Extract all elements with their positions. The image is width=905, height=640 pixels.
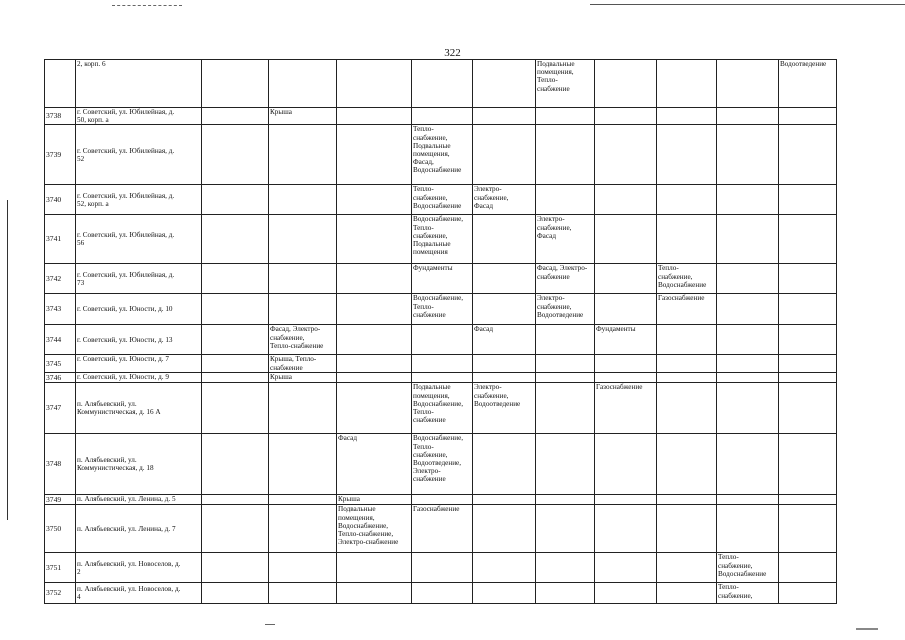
work-type-cell (412, 373, 473, 383)
work-type-cell (473, 294, 536, 325)
work-type-cell (202, 583, 269, 604)
work-type-cell (337, 215, 412, 264)
row-number: 3742 (45, 264, 76, 294)
work-type-cell (202, 383, 269, 434)
work-type-cell (779, 294, 837, 325)
work-type-cell (202, 325, 269, 355)
work-type-cell (412, 553, 473, 583)
table-row (45, 355, 837, 373)
work-type-cell (657, 325, 717, 355)
work-type-cell (717, 325, 779, 355)
work-type-cell (779, 108, 837, 125)
work-type-cell (657, 583, 717, 604)
row-number: 3741 (45, 215, 76, 264)
work-type-cell (536, 505, 595, 553)
work-type-cell (779, 553, 837, 583)
work-type-cell (337, 294, 412, 325)
row-number: 3744 (45, 325, 76, 355)
work-type-cell (269, 583, 337, 604)
work-type-cell (202, 495, 269, 505)
work-type-cell (337, 325, 412, 355)
work-type-cell: Тепло- снабжение, Водоснабжение (717, 553, 779, 583)
row-number: 3743 (45, 294, 76, 325)
table-row (45, 373, 837, 383)
work-type-cell (473, 215, 536, 264)
work-type-cell (269, 185, 337, 215)
work-type-cell: Тепло- снабжение, Водоснабжение (412, 185, 473, 215)
work-type-cell (536, 373, 595, 383)
work-type-cell (717, 294, 779, 325)
work-type-cell: Крыша (269, 108, 337, 125)
work-type-cell (779, 264, 837, 294)
row-number: 3739 (45, 125, 76, 185)
work-type-cell (779, 505, 837, 553)
address-cell: г. Советский, ул. Юности, д. 13 (76, 325, 202, 355)
work-type-cell (269, 125, 337, 185)
row-number: 3745 (45, 355, 76, 373)
work-type-cell (473, 373, 536, 383)
work-type-cell (717, 505, 779, 553)
address-cell: г. Советский, ул. Юбилейная, д. 56 (76, 215, 202, 264)
work-type-cell (657, 373, 717, 383)
address-cell: п. Алябьевский, ул. Коммунистическая, д. 16 А (76, 383, 202, 434)
page-number: 322 (444, 47, 461, 59)
table-row (45, 264, 837, 294)
work-type-cell: Газоснабжение (412, 505, 473, 553)
address-cell: п. Алябьевский, ул. Коммунистическая, д. 18 (76, 434, 202, 495)
work-type-cell (473, 495, 536, 505)
work-type-cell (412, 583, 473, 604)
work-type-cell (536, 553, 595, 583)
work-type-cell: Водоснабжение, Тепло- снабжение, Подвальные помещения (412, 215, 473, 264)
work-type-cell (657, 125, 717, 185)
work-type-cell (202, 108, 269, 125)
work-type-cell (269, 434, 337, 495)
work-type-cell (717, 60, 779, 108)
table-row (45, 325, 837, 355)
work-type-cell (473, 264, 536, 294)
work-type-cell (337, 373, 412, 383)
work-type-cell: Тепло- снабжение, Подвальные помещения, Фасад, Водоснабжение (412, 125, 473, 185)
work-type-cell (595, 294, 657, 325)
work-type-cell (473, 60, 536, 108)
work-type-cell (337, 383, 412, 434)
work-type-cell (595, 355, 657, 373)
work-type-cell: Подвальные помещения, Водоснабжение, Тепло- снабжение (412, 383, 473, 434)
work-type-cell (595, 264, 657, 294)
work-type-cell: Фундаменты (412, 264, 473, 294)
work-type-cell (202, 125, 269, 185)
work-type-cell (595, 373, 657, 383)
work-type-cell (779, 373, 837, 383)
work-type-cell (269, 553, 337, 583)
work-type-cell (779, 325, 837, 355)
work-type-cell (779, 495, 837, 505)
table-row (45, 505, 837, 553)
repair-schedule-table (44, 59, 837, 604)
work-type-cell (657, 495, 717, 505)
work-type-cell (269, 495, 337, 505)
work-type-cell (657, 355, 717, 373)
work-type-cell (717, 108, 779, 125)
work-type-cell (595, 553, 657, 583)
work-type-cell (536, 583, 595, 604)
work-type-cell (536, 434, 595, 495)
work-type-cell: Подвальные помещения, Тепло- снабжение (536, 60, 595, 108)
scan-artifact-corner-mark (856, 628, 878, 630)
work-type-cell (536, 185, 595, 215)
row-number: 3748 (45, 434, 76, 495)
work-type-cell (657, 505, 717, 553)
work-type-cell: Тепло- снабжение, Водоснабжение (657, 264, 717, 294)
work-type-cell (473, 583, 536, 604)
work-type-cell (337, 553, 412, 583)
scan-artifact-left-mark (7, 200, 8, 520)
work-type-cell: Электро- снабжение, Фасад (473, 185, 536, 215)
work-type-cell (269, 505, 337, 553)
work-type-cell (536, 495, 595, 505)
work-type-cell: Газоснабжение (595, 383, 657, 434)
work-type-cell (337, 108, 412, 125)
row-number: 3747 (45, 383, 76, 434)
work-type-cell (779, 355, 837, 373)
work-type-cell (202, 185, 269, 215)
address-cell: г. Советский, ул. Юбилейная, д. 50, корп. а (76, 108, 202, 125)
work-type-cell (269, 294, 337, 325)
work-type-cell (717, 264, 779, 294)
work-type-cell (473, 434, 536, 495)
work-type-cell (536, 383, 595, 434)
work-type-cell (657, 185, 717, 215)
work-type-cell: Водоснабжение, Тепло- снабжение (412, 294, 473, 325)
work-type-cell: Крыша (337, 495, 412, 505)
work-type-cell (717, 185, 779, 215)
work-type-cell (412, 495, 473, 505)
work-type-cell (779, 583, 837, 604)
work-type-cell (657, 553, 717, 583)
row-number: 3749 (45, 495, 76, 505)
work-type-cell (412, 108, 473, 125)
table-row (45, 125, 837, 185)
table-row (45, 60, 837, 108)
work-type-cell (473, 553, 536, 583)
work-type-cell (717, 373, 779, 383)
work-type-cell (202, 294, 269, 325)
work-type-cell (717, 355, 779, 373)
work-type-cell (657, 108, 717, 125)
scan-artifact-top-dash (112, 5, 182, 7)
address-cell: 2, корп. 6 (76, 60, 202, 108)
work-type-cell (717, 215, 779, 264)
work-type-cell: Газоснабжение (657, 294, 717, 325)
work-type-cell (779, 185, 837, 215)
work-type-cell (595, 108, 657, 125)
work-type-cell (202, 553, 269, 583)
table-row (45, 383, 837, 434)
address-cell: п. Алябьевский, ул. Новоселов, д. 2 (76, 553, 202, 583)
work-type-cell (779, 125, 837, 185)
work-type-cell: Фасад, Электро- снабжение (536, 264, 595, 294)
work-type-cell (779, 383, 837, 434)
address-cell: г. Советский, ул. Юбилейная, д. 73 (76, 264, 202, 294)
work-type-cell: Водоотведение (779, 60, 837, 108)
scan-artifact-top-rule (590, 4, 905, 5)
work-type-cell: Фасад (473, 325, 536, 355)
work-type-cell (337, 60, 412, 108)
work-type-cell (595, 495, 657, 505)
work-type-cell (412, 325, 473, 355)
work-type-cell: Крыша (269, 373, 337, 383)
work-type-cell: Электро- снабжение, Водоотведение (536, 294, 595, 325)
row-number (45, 60, 76, 108)
work-type-cell (202, 373, 269, 383)
work-type-cell (595, 185, 657, 215)
row-number: 3746 (45, 373, 76, 383)
work-type-cell (657, 434, 717, 495)
work-type-cell (412, 355, 473, 373)
work-type-cell: Фасад, Электро- снабжение, Тепло-снабжение (269, 325, 337, 355)
work-type-cell (717, 383, 779, 434)
row-number: 3738 (45, 108, 76, 125)
work-type-cell (717, 125, 779, 185)
work-type-cell (269, 264, 337, 294)
row-number: 3740 (45, 185, 76, 215)
work-type-cell (202, 434, 269, 495)
work-type-cell: Фасад (337, 434, 412, 495)
address-cell: п. Алябьевский, ул. Ленина, д. 5 (76, 495, 202, 505)
table-row (45, 215, 837, 264)
work-type-cell (657, 215, 717, 264)
row-number: 3752 (45, 583, 76, 604)
address-cell: г. Советский, ул. Юности, д. 10 (76, 294, 202, 325)
work-type-cell (337, 583, 412, 604)
address-cell: г. Советский, ул. Юности, д. 9 (76, 373, 202, 383)
address-cell: п. Алябьевский, ул. Новоселов, д. 4 (76, 583, 202, 604)
work-type-cell: Подвальные помещения, Водоснабжение, Тепло-снабжение, Электро-снабжение (337, 505, 412, 553)
work-type-cell: Фундаменты (595, 325, 657, 355)
work-type-cell: Электро- снабжение, Водоотведение (473, 383, 536, 434)
table-body (45, 60, 837, 604)
work-type-cell (536, 125, 595, 185)
work-type-cell (202, 60, 269, 108)
table-row (45, 583, 837, 604)
work-type-cell (473, 125, 536, 185)
work-type-cell (595, 583, 657, 604)
row-number: 3750 (45, 505, 76, 553)
table-row (45, 553, 837, 583)
table-row (45, 434, 837, 495)
work-type-cell: Тепло- снабжение, (717, 583, 779, 604)
work-type-cell (337, 125, 412, 185)
work-type-cell (717, 495, 779, 505)
address-cell: г. Советский, ул. Юбилейная, д. 52 (76, 125, 202, 185)
work-type-cell (779, 434, 837, 495)
work-type-cell (536, 108, 595, 125)
work-type-cell (657, 383, 717, 434)
work-type-cell (202, 355, 269, 373)
work-type-cell (202, 264, 269, 294)
work-type-cell (473, 355, 536, 373)
work-type-cell: Водоснабжение, Тепло- снабжение, Водоотведение, Электро- снабжение (412, 434, 473, 495)
work-type-cell (717, 434, 779, 495)
table-row (45, 294, 837, 325)
scan-artifact-bottom-dash (265, 624, 275, 625)
work-type-cell (202, 505, 269, 553)
work-type-cell (269, 215, 337, 264)
work-type-cell (337, 264, 412, 294)
work-type-cell: Электро- снабжение, Фасад (536, 215, 595, 264)
table-row (45, 108, 837, 125)
work-type-cell (779, 215, 837, 264)
work-type-cell (595, 505, 657, 553)
work-type-cell (269, 60, 337, 108)
work-type-cell (337, 185, 412, 215)
row-number: 3751 (45, 553, 76, 583)
work-type-cell (595, 215, 657, 264)
work-type-cell (595, 60, 657, 108)
work-type-cell (473, 108, 536, 125)
table-row (45, 185, 837, 215)
address-cell: г. Советский, ул. Юности, д. 7 (76, 355, 202, 373)
work-type-cell (595, 125, 657, 185)
work-type-cell (202, 215, 269, 264)
work-type-cell (536, 325, 595, 355)
work-type-cell (269, 383, 337, 434)
work-type-cell (536, 355, 595, 373)
table-row (45, 495, 837, 505)
work-type-cell (657, 60, 717, 108)
address-cell: п. Алябьевский, ул. Ленина, д. 7 (76, 505, 202, 553)
work-type-cell (595, 434, 657, 495)
work-type-cell (337, 355, 412, 373)
work-type-cell (473, 505, 536, 553)
work-type-cell (412, 60, 473, 108)
address-cell: г. Советский, ул. Юбилейная, д. 52, корп. а (76, 185, 202, 215)
work-type-cell: Крыша, Тепло- снабжение (269, 355, 337, 373)
